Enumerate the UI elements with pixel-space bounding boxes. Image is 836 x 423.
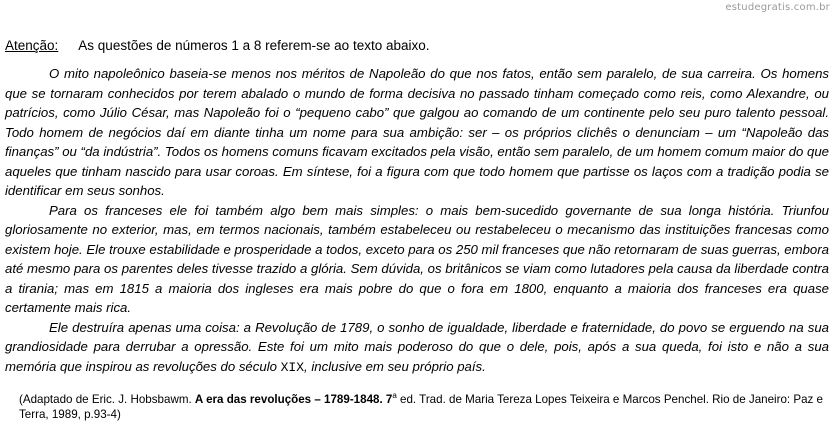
citation-book-title: A era das revoluções – 1789-1848. 7 [194,392,393,406]
attention-label: Atenção: [5,38,59,53]
passage-text [5,64,829,377]
citation-prefix: (Adaptado de Eric. J. Hobsbawm. [19,392,195,406]
paragraph-3-text-before: Ele destruíra apenas uma coisa: a Revolução de 1789, o sonho de igualdade, liberdade e fraternidade, do povo se erguendo na sua grandiosidade para derrubar a opressão. Este foi um mito mais poderoso do que o dele, pois, após a sua queda, foi isto e não a sua memória que inspirou as revoluções do século [5,319,829,374]
site-watermark: estudegratis.com.br [725,2,830,13]
paragraph-3-text-after: , inclusive em seu próprio país. [304,358,486,374]
citation-superscript: a [392,391,397,400]
paragraph-2: Para os franceses ele foi também algo bem mais simples: o mais bem-sucedido governante de sua longa história. Triunfou gloriosamente no exterior, mas, em termos nacionais, também estabeleceu ou restabeleceu o mecanismo das instituições francesas como existem hoje. Ele trouxe estabilidade e prosperidade a todos, exceto para os 250 mil franceses que não retornaram de suas guerras, embora até mesmo para os parentes deles tivesse trazido a glória. Sem dúvida, os britânicos se viam como lutadores pela causa da liberdade contra a tirania; mas em 1815 a maioria dos ingleses era mais pobre do que o fora em 1800, enquanto a maioria dos franceses era quase certamente mais rica. [5,202,829,315]
paragraph-1: O mito napoleônico baseia-se menos nos méritos de Napoleão do que nos fatos, então sem paralelo, de sua carreira. Os homens que se tornaram conhecidos por terem abalado o mundo de forma decisiva no passado tinham começado como reis, como Alexandre, ou patrícios, como Júlio César, mas Napoleão foi o “pequeno cabo” que galgou ao comando de um continente pelo seu puro talento pessoal. Todo homem de negócios daí em diante tinha um nome para sua ambição: ser – os próprios clichês o denunciam – um “Napoleão das finanças” ou “da indústria”. Todos os homens comuns ficavam excitados pela visão, então sem paralelo, de um homem comum maior do que aqueles que tinham nascido para usar coroas. Em síntese, foi a figura com que todo homem que partisse os laços com a tradição podia se identificar em seus sonhos. [5,66,829,198]
attention-heading [5,38,430,54]
citation-suffix: ed. Trad. de Maria Tereza Lopes Teixeira e Marcos Penchel. Rio de Janeiro: Paz e Terra, 1989, p.93-4) [19,392,824,421]
paragraph-3 [5,318,829,378]
source-citation [19,388,829,422]
century-numeral: XIX [280,359,305,375]
attention-text: As questões de números 1 a 8 referem-se ao texto abaixo. [78,38,430,53]
